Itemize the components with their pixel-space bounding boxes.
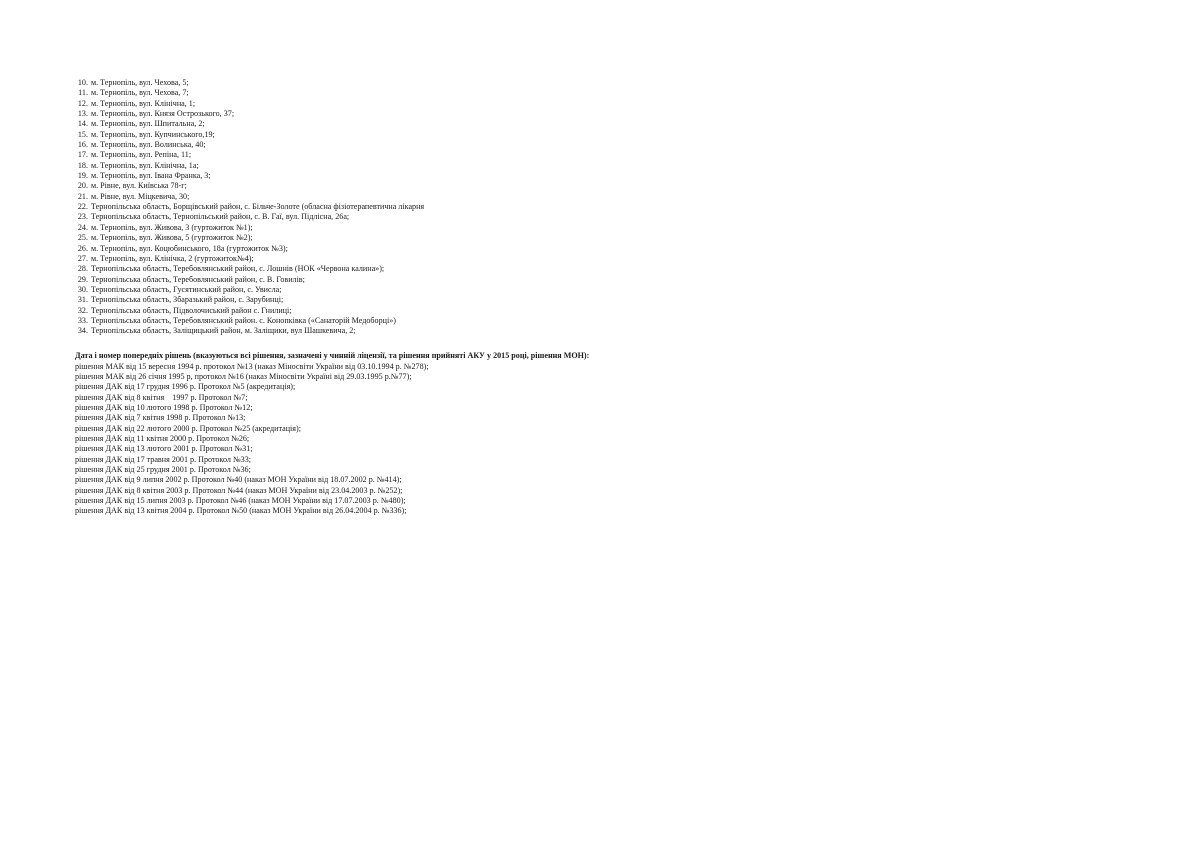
address-number: 30.	[77, 284, 88, 294]
decision-item: рішення ДАК від 8 квітня 2003 р. Протокол №44 (наказ МОН України від 23.04.2003 р. №252);	[75, 485, 403, 495]
address-item	[75, 109, 695, 119]
decision-item: рішення ДАК від 17 травня 2001 р. Протокол №33;	[75, 454, 252, 464]
address-number: 15.	[77, 129, 88, 139]
address-item	[75, 295, 695, 305]
address-number: 25.	[77, 233, 88, 243]
decision-item: рішення МАК від 26 січня 1995 р, протокол №16 (наказ Міносвіти Україні від 29.03.1995 р.№77);	[75, 371, 412, 381]
address-text: Тернопільська область, Підволочиський район с. Гнилиці;	[91, 305, 292, 315]
address-text: м. Тернопіль, вул. Волинська, 40;	[91, 140, 206, 150]
address-text: м. Тернопіль, вул. Чехова, 7;	[91, 88, 189, 98]
address-text: м. Тернопіль, вул. Клінічка, 2 (гуртожиток№4);	[91, 253, 254, 263]
address-item	[75, 150, 695, 160]
address-text: м. Тернопіль, вул. Клінічна, 1;	[91, 98, 196, 108]
address-number: 11.	[78, 88, 88, 98]
address-text: Тернопільська область, Борщівський район, с. Більче-Золоте (обласна фізіотерапевтична лікарня	[91, 202, 425, 212]
address-number: 19.	[77, 171, 88, 181]
address-item	[75, 88, 695, 98]
address-text: м. Тернопіль, вул. Івана Франка, 3;	[91, 171, 211, 181]
address-item	[75, 306, 695, 316]
address-number: 10.	[77, 78, 88, 87]
address-number: 12.	[77, 98, 88, 108]
decisions-heading: Дата і номер попередніх рішень (вказуються всі рішення, зазначені у чинній ліцензії, та рішення прийняті АКУ у 2015 році, рішення МОН):	[75, 350, 590, 360]
address-text: м. Тернопіль, вул. Живова, 5 (гуртожиток №2);	[91, 233, 253, 243]
address-item	[75, 212, 695, 222]
address-item	[75, 171, 695, 181]
address-item	[75, 254, 695, 264]
address-text: м. Тернопіль, вул. Коцюбинського, 18а (гуртожиток №3);	[91, 243, 288, 253]
document-page	[75, 78, 695, 517]
decision-item: рішення МАК від 15 вересня 1994 р. протокол №13 (наказ Міносвіти України від 03.10.1994 р. №278);	[75, 361, 429, 371]
address-number: 26.	[77, 243, 88, 253]
address-text: Тернопільська область, Теребовлянський район. с. Конопківка («Санаторій Медоборці»)	[91, 315, 396, 325]
address-item	[75, 130, 695, 140]
address-item	[75, 78, 695, 88]
address-number: 23.	[77, 212, 88, 222]
address-item	[75, 192, 695, 202]
address-number: 20.	[77, 181, 88, 191]
address-text: м. Тернопіль, вул. Шпитальна, 2;	[91, 119, 205, 129]
address-text: Тернопільська область, Збаразький район, с. Зарубинці;	[91, 295, 284, 305]
address-text: м. Тернопіль, вул. Живова, 3 (гуртожиток №1);	[91, 222, 253, 232]
address-number: 22.	[77, 202, 88, 212]
decision-item: рішення ДАК від 17 грудня 1996 р. Протокол №5 (акредитація);	[75, 382, 296, 392]
address-text: м. Тернопіль, вул. Репіна, 11;	[91, 150, 192, 160]
address-number: 32.	[77, 305, 88, 315]
decision-item: рішення ДАК від 15 липня 2003 р. Протокол №46 (наказ МОН України від 17.07.2003 р. №480);	[75, 496, 406, 506]
address-item	[75, 161, 695, 171]
address-number: 18.	[77, 160, 88, 170]
decision-item: рішення ДАК від 25 грудня 2001 р. Протокол №36;	[75, 465, 251, 475]
decision-item: рішення ДАК від 11 квітня 2000 р. Протокол №26;	[75, 434, 250, 443]
address-text: м. Рівне, вул. Міцкевича, 30;	[91, 191, 190, 201]
address-number: 33.	[77, 315, 88, 325]
address-text: Тернопільська область, Гусятинський район, с. Увисла;	[91, 284, 282, 294]
address-item	[75, 275, 695, 285]
decision-item: рішення ДАК від 9 липня 2002 р. Протокол №40 (наказ МОН України від 18.07.2002 р. №414);	[75, 475, 402, 485]
address-number: 28.	[77, 264, 88, 274]
address-text: м. Тернопіль, вул. Чехова, 5;	[91, 78, 189, 87]
address-item	[75, 119, 695, 129]
address-number: 14.	[77, 119, 88, 129]
address-item	[75, 99, 695, 109]
address-number: 29.	[77, 274, 88, 284]
address-text: м. Тернопіль, вул. Купчинського,19;	[91, 129, 215, 139]
decision-item: рішення ДАК від 13 лютого 2001 р. Протокол №31;	[75, 444, 253, 454]
address-text: м. Тернопіль, вул. Клінічна, 1а;	[91, 160, 199, 170]
address-number: 17.	[77, 150, 88, 160]
address-number: 34.	[77, 326, 88, 336]
decision-item: рішення ДАК від 22 лютого 2000 р. Протокол №25 (акредитація);	[75, 423, 301, 433]
decision-item: рішення ДАК від 8 квітня 1997 р. Протокол №7;	[75, 392, 248, 402]
address-text: Тернопільська область, Тернопільський район, с. В. Гаї, вул. Підлісна, 26а;	[91, 212, 350, 222]
address-text: Тернопільська область, Заліщицький район, м. Заліщики, вул Шашкевича, 2;	[91, 326, 356, 336]
address-number: 16.	[77, 140, 88, 150]
address-item	[75, 223, 695, 233]
address-item	[75, 181, 695, 191]
address-number: 31.	[77, 295, 88, 305]
address-item	[75, 316, 695, 326]
address-list	[75, 78, 695, 337]
address-item	[75, 264, 695, 274]
decision-item: рішення ДАК від 10 лютого 1998 р. Протокол №12;	[75, 402, 253, 412]
address-item	[75, 244, 695, 254]
address-number: 13.	[77, 109, 88, 119]
address-text: Тернопільська область, Теребовлянський район, с. В. Говилів;	[91, 274, 305, 284]
address-item	[75, 140, 695, 150]
decision-item: рішення ДАК від 7 квітня 1998 р. Протокол №13;	[75, 413, 246, 423]
decision-list	[75, 362, 695, 517]
address-number: 21.	[77, 191, 88, 201]
address-text: м. Тернопіль, вул. Князя Острозького, 37;	[91, 109, 235, 119]
address-text: Тернопільська область, Теребовлянський район, с. Лошнів (НОК «Червона калина»);	[91, 264, 385, 274]
address-text: м. Рівне, вул. Київська 78-г;	[91, 181, 187, 191]
address-item	[75, 326, 695, 336]
address-item	[75, 285, 695, 295]
address-item	[75, 202, 695, 212]
address-number: 27.	[77, 253, 88, 263]
decision-item: рішення ДАК від 13 квітня 2004 р. Протокол №50 (наказ МОН України від 26.04.2004 р. №336);	[75, 506, 407, 516]
address-item	[75, 233, 695, 243]
address-number: 24.	[77, 222, 88, 232]
